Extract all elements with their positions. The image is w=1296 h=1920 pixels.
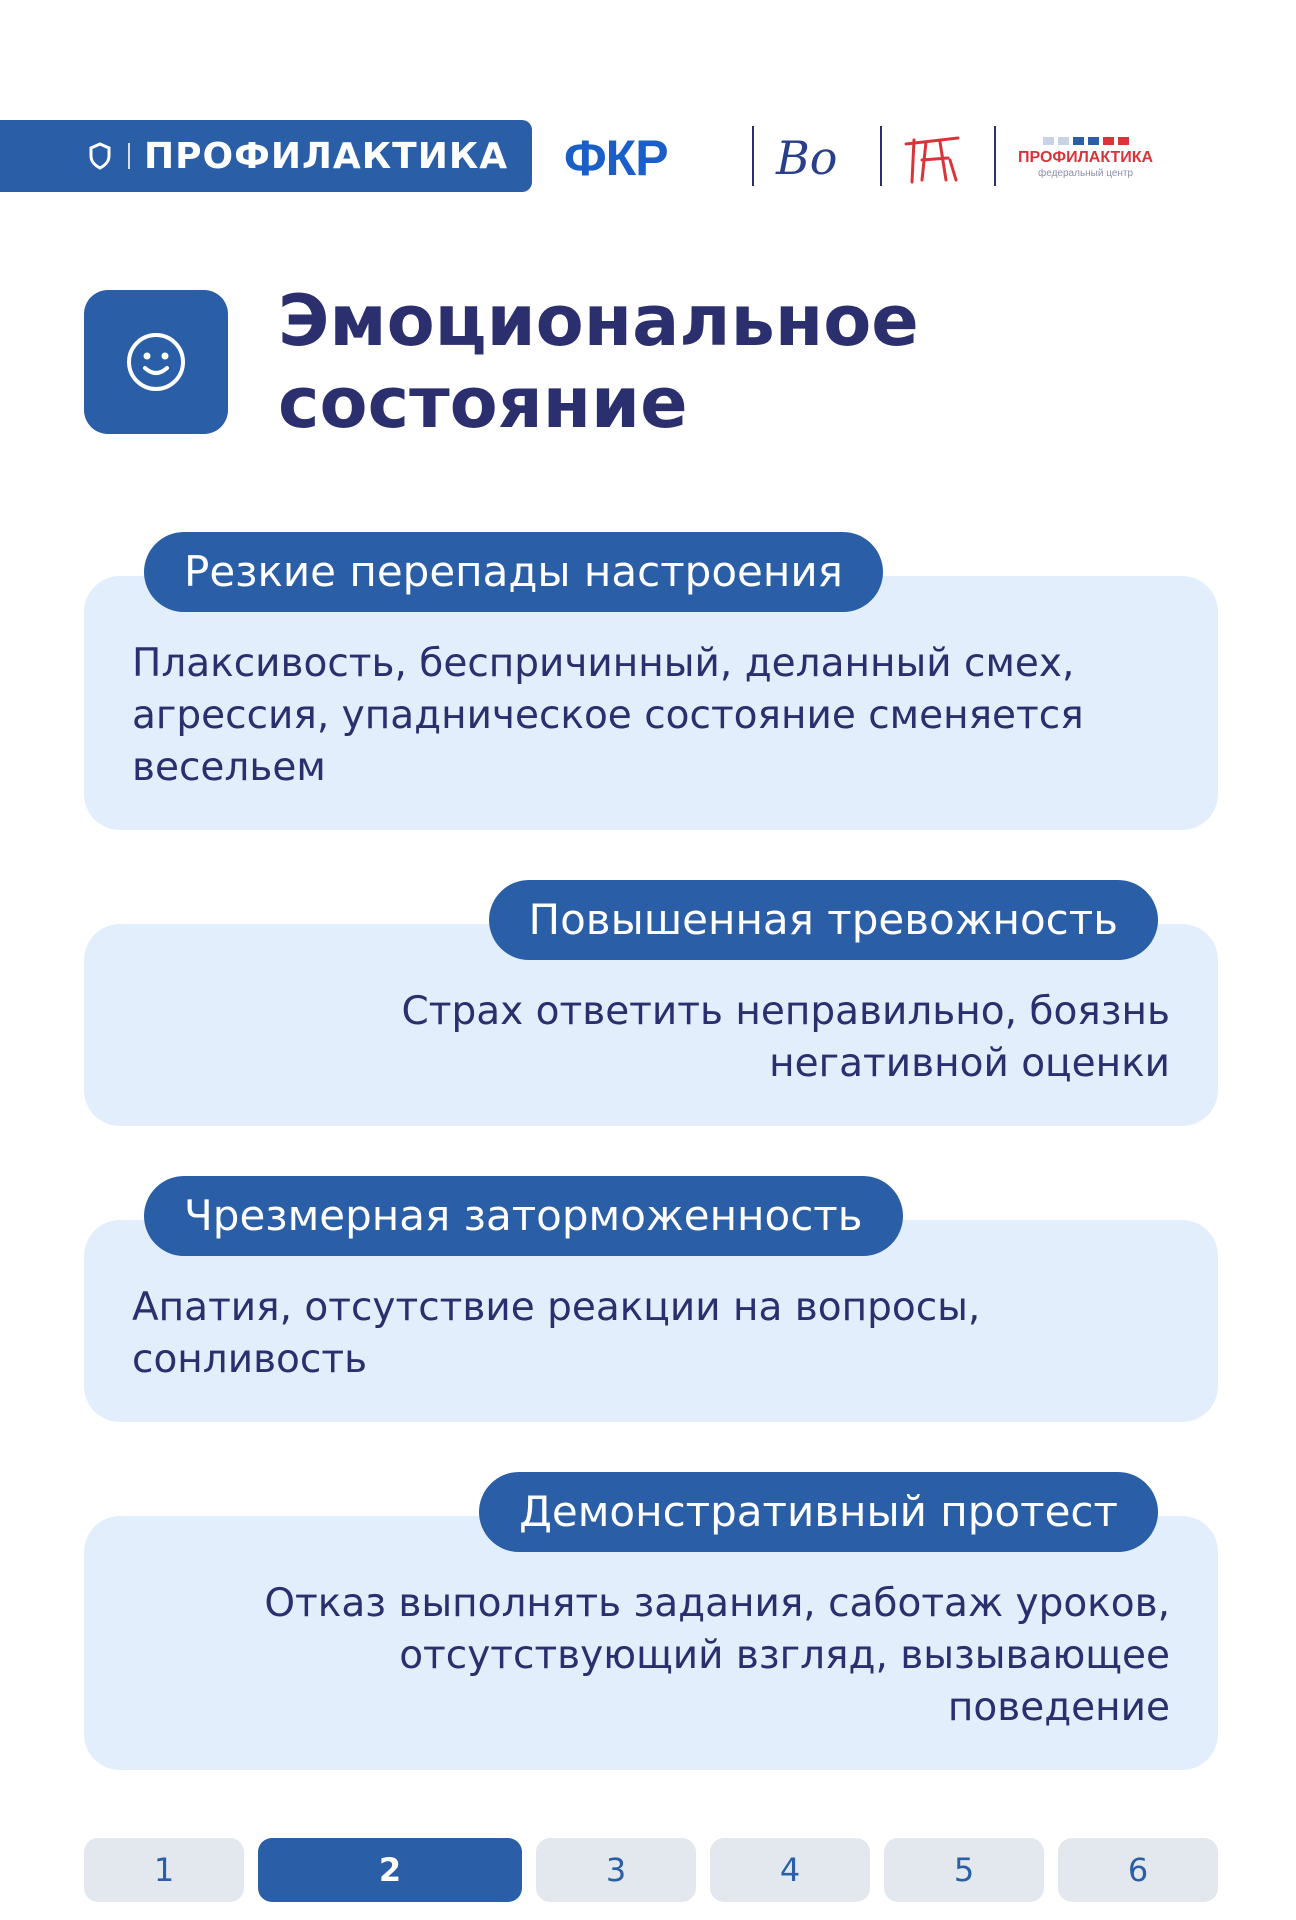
logo-divider (880, 126, 882, 186)
page-button-5[interactable]: 5 (884, 1838, 1044, 1902)
vo-logo-text: Вo (776, 131, 838, 185)
brand-label: ПРОФИЛАКТИКА (144, 135, 509, 177)
description-line: отсутствующий взгляд, вызывающее (399, 1633, 1170, 1678)
description-line: сонливость (132, 1337, 368, 1382)
emblem-logo (900, 118, 964, 198)
info-card (84, 1516, 1218, 1770)
page-button-3[interactable]: 3 (536, 1838, 696, 1902)
fkr-logo-text: ФКР (564, 130, 668, 186)
page-title-line: состояние (278, 362, 688, 444)
card-heading: Резкие перепады настроения (144, 532, 883, 612)
card-heading: Чрезмерная заторможенность (144, 1176, 903, 1256)
fkr-logo (564, 118, 668, 198)
description-line: Отказ выполнять задания, саботаж уроков, (264, 1581, 1170, 1626)
page-button-6[interactable]: 6 (1058, 1838, 1218, 1902)
description-line: агрессия, упадническое состояние сменяется (132, 693, 1084, 738)
emblem-icon (900, 130, 964, 186)
brand-separator (128, 143, 130, 169)
page-button-4[interactable]: 4 (710, 1838, 870, 1902)
pr-logo-subtext: федеральный центр (1038, 168, 1134, 179)
smiley-icon (84, 290, 228, 434)
brand-bar (0, 120, 532, 192)
description-line: Апатия, отсутствие реакции на вопросы, (132, 1285, 981, 1330)
page-title (278, 280, 919, 444)
vo-logo (776, 118, 838, 198)
pr-logo-name: ПРОФИЛАКТИКА (1018, 149, 1154, 166)
card-heading: Демонстративный протест (479, 1472, 1158, 1552)
description-line: негативной оценки (769, 1041, 1170, 1086)
page-button-1[interactable]: 1 (84, 1838, 244, 1902)
description-line: Плаксивость, беспричинный, деланный смех, (132, 641, 1075, 686)
page-button-2[interactable]: 2 (258, 1838, 522, 1902)
card-description (402, 986, 1170, 1090)
page-title-line: Эмоциональное (278, 280, 919, 362)
card-description (132, 638, 1084, 794)
shield-icon (88, 141, 114, 171)
card-description (264, 1578, 1170, 1734)
pagination (84, 1838, 1218, 1902)
logo-divider (752, 126, 754, 186)
card-description (132, 1282, 980, 1386)
info-card (84, 576, 1218, 830)
description-line: весельем (132, 745, 326, 790)
logo-squares (1043, 137, 1129, 145)
card-heading: Повышенная тревожность (489, 880, 1158, 960)
description-line: поведение (947, 1685, 1170, 1730)
profilaktika-fc-logo (1018, 118, 1153, 198)
logo-divider (994, 126, 996, 186)
description-line: Страх ответить неправильно, боязнь (401, 989, 1170, 1034)
